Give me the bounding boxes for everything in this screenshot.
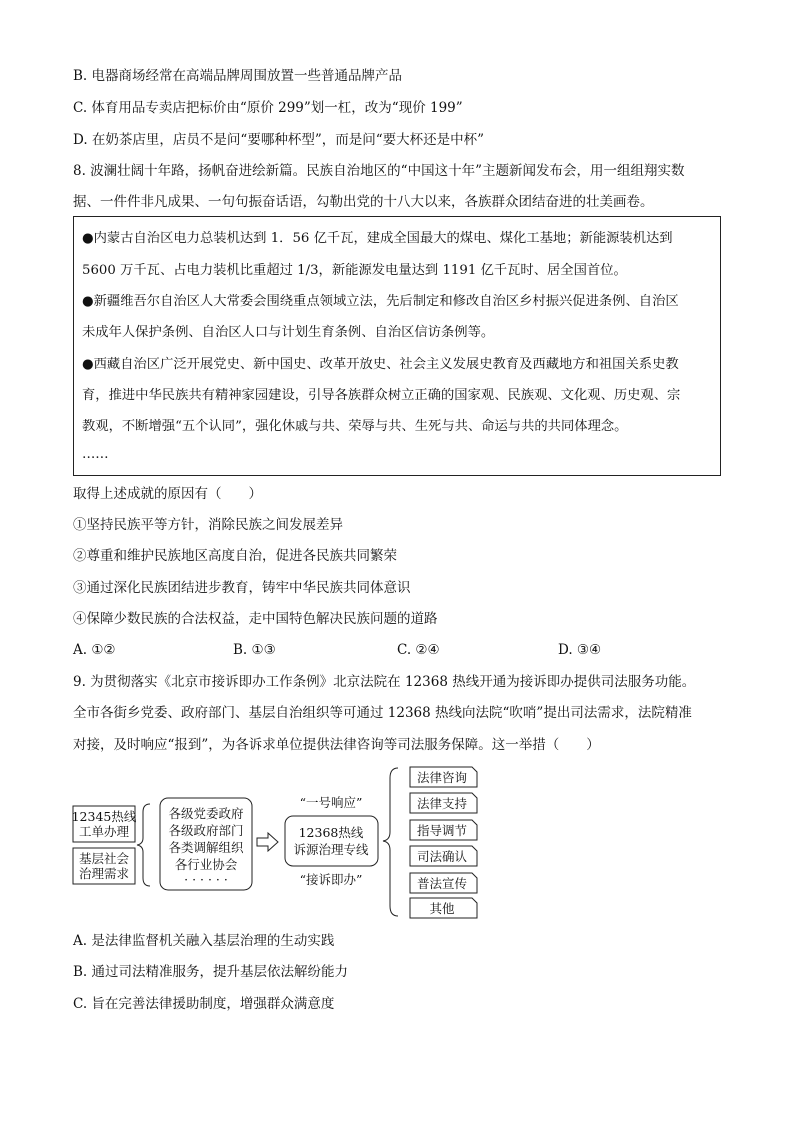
q8-material-box xyxy=(73,216,721,476)
middle-line-4: 各行业协会 xyxy=(174,857,238,872)
left-brace xyxy=(137,804,150,886)
right-item-2-label: 法律支持 xyxy=(416,796,468,811)
left-box-2-line-1: 基层社会 xyxy=(78,851,130,866)
material-line-3: ●新疆维吾尔自治区人大常委会围绕重点领域立法，先后制定和修改自治区乡村振兴促进条例、自治区 xyxy=(82,294,679,309)
q7-option-c: C. 体育用品专卖店把标价由“原价 299”划一杠，改为“现价 199” xyxy=(73,100,463,116)
middle-line-1: 各级党委政府 xyxy=(168,806,244,821)
material-line-7: 教观，不断增强“五个认同”，强化休戚与共、荣辱与共、生死与共、命运与共的共同体理念。 xyxy=(82,419,628,434)
q8-item-1: ①坚持民族平等方针，消除民族之间发展差异 xyxy=(73,517,343,533)
q9-stem-line-1: 9. 为贯彻落实《北京市接诉即办工作条例》北京法院在 12368 热线开通为接诉即办提供司法服务功能。 xyxy=(73,674,696,690)
q9-stem-line-2: 全市各街乡党委、政府部门、基层自治组织等可通过 12368 热线向法院“吹哨”提出司法需求，法院精准 xyxy=(73,705,692,721)
q8-option-a: A. ①② xyxy=(73,642,116,658)
material-line-6: 育，推进中华民族共有精神家园建设，引导各族群众树立正确的国家观、民族观、文化观、历史观、宗 xyxy=(82,388,681,403)
q9-flow-diagram xyxy=(0,760,794,925)
q8-option-d: D. ③④ xyxy=(558,642,602,658)
q8-item-3: ③通过深化民族团结进步教育，铸牢中华民族共同体意识 xyxy=(73,580,411,596)
middle-line-5: · · · · · · xyxy=(184,872,228,887)
material-ellipsis: …… xyxy=(82,447,109,462)
material-line-1: ●内蒙古自治区电力总装机达到 1．56 亿千瓦，建成全国最大的煤电、煤化工基地；新能源装机达到 xyxy=(82,231,673,246)
left-box-2-line-2: 治理需求 xyxy=(78,866,130,881)
center-top-label: “一号响应” xyxy=(299,795,363,810)
q7-option-b: B. 电器商场经常在高端品牌周围放置一些普通品牌产品 xyxy=(73,68,403,84)
q8-stem-line-2: 据、一件件非凡成果、一句句振奋话语，勾勒出党的十八大以来，各族群众团结奋进的壮美画卷。 xyxy=(73,194,654,210)
left-box-1-line-2: 工单办理 xyxy=(78,824,130,839)
material-line-5: ●西藏自治区广泛开展党史、新中国史、改革开放史、社会主义发展史教育及西藏地方和祖国关系史教 xyxy=(82,357,679,372)
center-box xyxy=(285,816,378,866)
material-line-2: 5600 万千瓦、占电力装机比重超过 1/3，新能源发电量达到 1191 亿千瓦时、居全国首位。 xyxy=(82,263,627,278)
hollow-arrow xyxy=(257,833,278,851)
right-item-5-label: 普法宣传 xyxy=(416,876,468,891)
material-line-4: 未成年人保护条例、自治区人口与计划生育条例、自治区信访条例等。 xyxy=(82,325,495,340)
q9-option-c: C. 旨在完善法律援助制度，增强群众满意度 xyxy=(73,996,335,1012)
q9-option-a: A. 是法律监督机关融入基层治理的生动实践 xyxy=(73,933,335,949)
right-brace xyxy=(383,768,398,916)
right-item-3-label: 指导调节 xyxy=(416,823,468,838)
right-item-4-label: 司法确认 xyxy=(416,849,468,864)
q8-item-2: ②尊重和维护民族地区高度自治，促进各民族共同繁荣 xyxy=(73,548,397,564)
right-item-6-label: 其他 xyxy=(429,901,455,916)
center-box-line-2: 诉源治理专线 xyxy=(293,842,369,857)
q8-option-b: B. ①③ xyxy=(233,642,276,658)
q8-item-4: ④保障少数民族的合法权益，走中国特色解决民族问题的道路 xyxy=(73,611,438,627)
middle-line-3: 各类调解组织 xyxy=(168,840,244,855)
q8-question: 取得上述成就的原因有（ ） xyxy=(73,486,262,502)
q9-option-b: B. 通过司法精准服务，提升基层依法解纷能力 xyxy=(73,964,349,980)
center-bottom-label: “接诉即办” xyxy=(299,872,363,887)
center-box-line-1: 12368热线 xyxy=(298,825,364,840)
q7-option-d: D. 在奶茶店里，店员不是问“要哪种杯型”，而是问“要大杯还是中杯” xyxy=(73,132,485,148)
q9-stem-line-3: 对接，及时响应“报到”，为各诉求单位提供法律咨询等司法服务保障。这一举措（ ） xyxy=(73,737,600,753)
left-box-1-line-1: 12345热线 xyxy=(71,809,137,824)
middle-line-2: 各级政府部门 xyxy=(168,823,244,838)
q8-stem-line-1: 8. 波澜壮阔十年路，扬帆奋进绘新篇。民族自治地区的“中国这十年”主题新闻发布会，用一组组翔实数 xyxy=(73,163,685,179)
right-item-1-label: 法律咨询 xyxy=(416,770,468,785)
q8-option-c: C. ②④ xyxy=(397,642,440,658)
